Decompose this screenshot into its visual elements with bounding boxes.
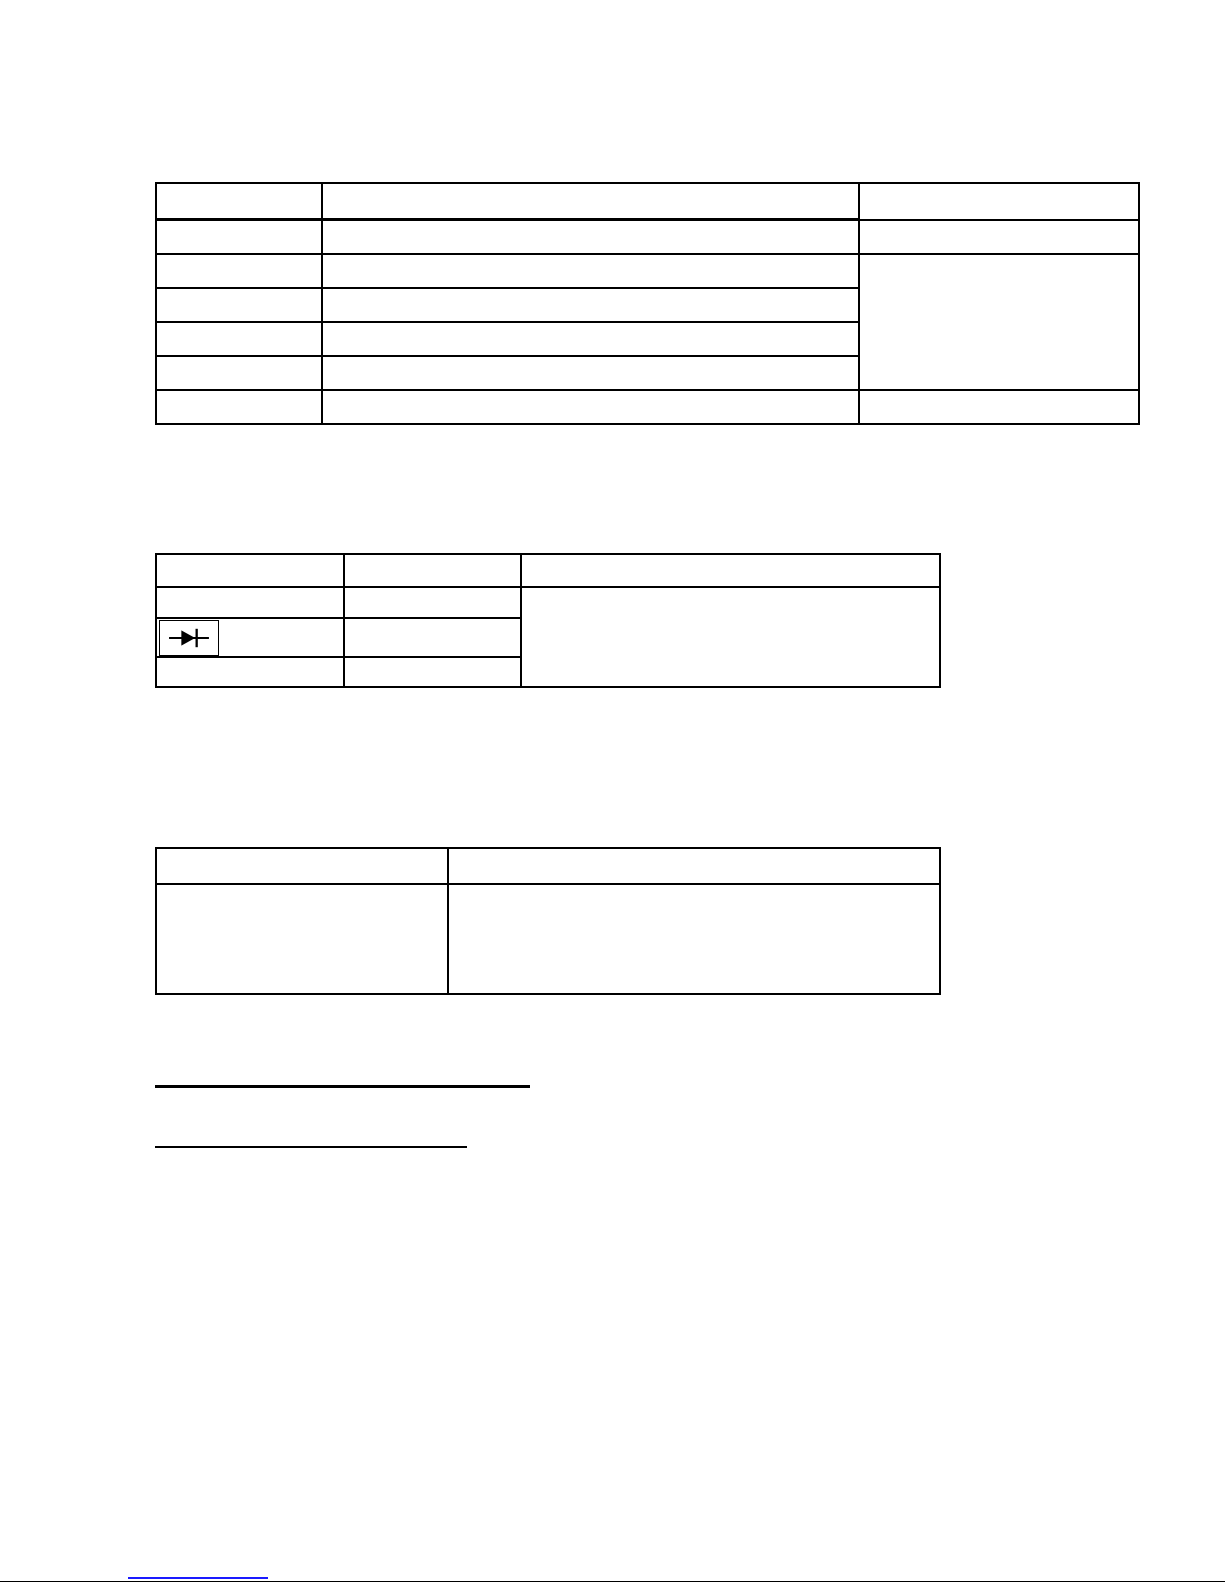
table-2-header-row	[156, 554, 940, 587]
table-2-cell	[344, 657, 521, 687]
footer-link-underline[interactable]	[128, 1577, 268, 1579]
table-1-cell	[859, 390, 1139, 424]
table-1-cell	[156, 254, 322, 288]
table-1-header-row	[156, 183, 1139, 220]
table-1-header-cell	[322, 183, 859, 220]
table-2-header-cell	[156, 554, 344, 587]
table-3-header-cell	[448, 848, 940, 884]
table-1-cell	[322, 390, 859, 424]
table-2-cell	[156, 587, 344, 618]
table-3	[155, 847, 941, 995]
table-row	[156, 390, 1139, 424]
footer-divider	[0, 1581, 1225, 1582]
table-1-cell	[156, 220, 322, 255]
table-1-cell	[322, 288, 859, 322]
table-1-header-cell	[859, 183, 1139, 220]
table-1-cell	[156, 322, 322, 356]
table-row	[156, 884, 940, 994]
table-1-cell	[156, 390, 322, 424]
signature-line	[155, 1085, 530, 1088]
table-1-cell	[322, 356, 859, 390]
table-3-header-cell	[156, 848, 448, 884]
table-1-header-cell	[156, 183, 322, 220]
table-1	[155, 182, 1140, 425]
table-3-header-row	[156, 848, 940, 884]
table-row	[156, 587, 940, 618]
diode-icon	[159, 620, 219, 656]
table-row	[156, 220, 1139, 255]
table-2-cell	[344, 587, 521, 618]
diode-symbol	[166, 621, 212, 655]
table-2-cell	[156, 657, 344, 687]
table-row	[156, 254, 1139, 288]
table-1-cell	[156, 288, 322, 322]
table-2-symbol-cell	[156, 618, 344, 657]
table-1-merged-cell	[859, 254, 1139, 390]
table-2-merged-cell	[521, 587, 940, 687]
table-2-header-cell	[521, 554, 940, 587]
table-1-cell	[322, 254, 859, 288]
table-3-cell	[448, 884, 940, 994]
table-3-cell	[156, 884, 448, 994]
date-line	[155, 1146, 467, 1148]
table-1-cell	[322, 220, 859, 255]
table-2-cell	[344, 618, 521, 657]
table-2-header-cell	[344, 554, 521, 587]
table-1-cell	[859, 220, 1139, 255]
table-1-cell	[156, 356, 322, 390]
table-1-cell	[322, 322, 859, 356]
table-2	[155, 553, 941, 688]
